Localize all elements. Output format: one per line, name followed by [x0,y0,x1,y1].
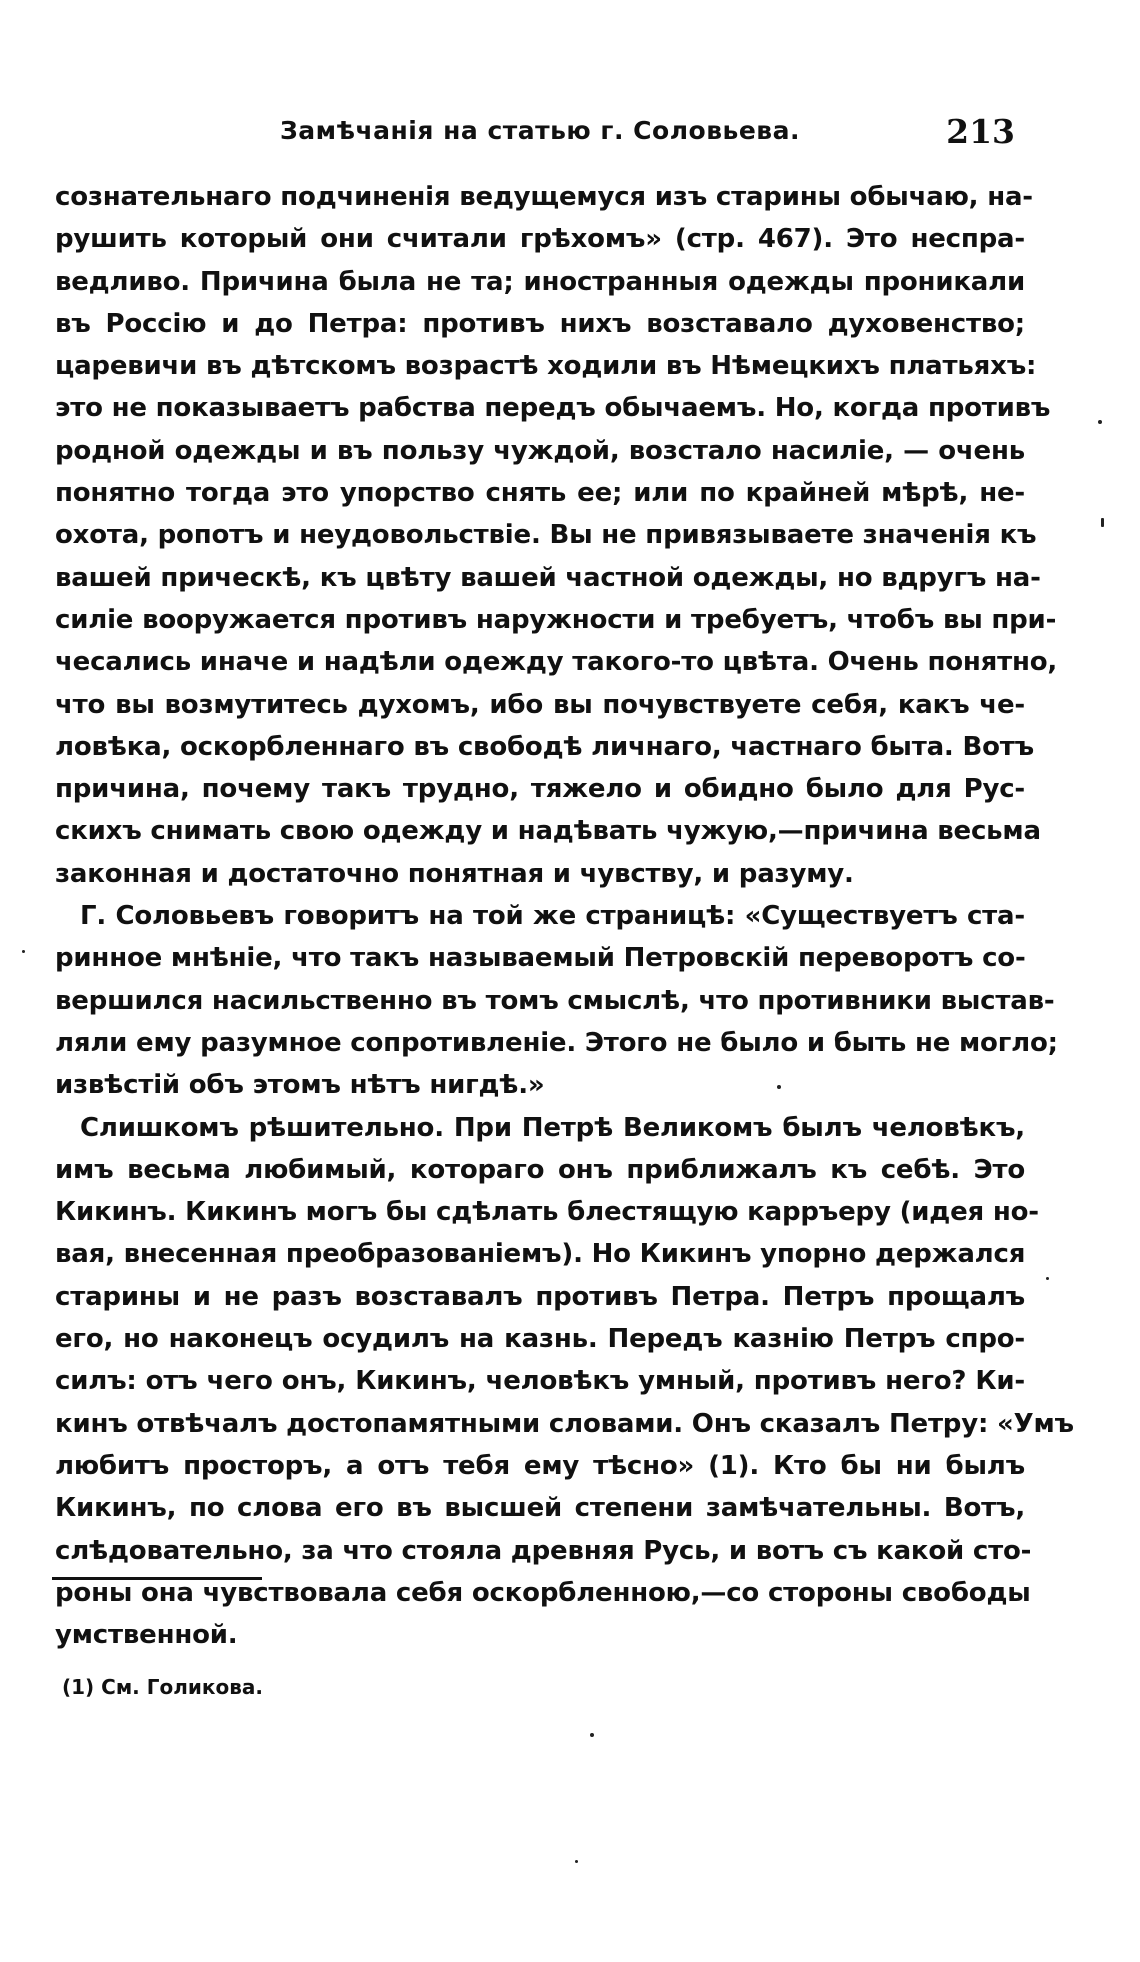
text-line: родной одежды и въ пользу чуждой, возстало насиліе, — очень [55,435,1025,466]
text-line: имъ весьма любимый, котораго онъ приближалъ къ себѣ. Это [55,1154,1025,1185]
text-line: ляли ему разумное сопротивленіе. Этого не было и быть не могло; [55,1027,1058,1058]
text-line: вая, внесенная преобразованіемъ). Но Кикинъ упорно держался [55,1239,1026,1270]
text-line: умственной. [55,1620,238,1651]
text-line: охота, ропотъ и неудовольствіе. Вы не привязываете значенія къ [55,520,1037,551]
text-line: что вы возмутитесь духомъ, ибо вы почувствуете себя, какъ че- [55,689,1025,720]
text-line: любитъ просторъ, а отъ тебя ему тѣсно» (1). Кто бы ни былъ [55,1450,1025,1481]
text-line: его, но наконецъ осудилъ на казнь. Передъ казнію Петръ спро- [55,1324,1025,1355]
text-line: вашей прическѣ, къ цвѣту вашей частной одежды, но вдругъ на- [55,562,1041,593]
text-line: слѣдовательно, за что стояла древняя Русь, и вотъ съ какой сто- [55,1535,1032,1566]
page-number: 213 [946,112,1015,151]
text-line: сознательнаго подчиненія ведущемуся изъ старины обычаю, на- [55,182,1033,212]
text-line: силъ: отъ чего онъ, Кикинъ, человѣкъ умный, противъ него? Ки- [55,1366,1025,1397]
text-line: кинъ отвѣчалъ достопамятными словами. Онъ сказалъ Петру: «Умъ [55,1408,1074,1439]
running-title: Замѣчанія на статью г. Соловьева. [280,116,800,145]
text-line: это не показываетъ рабства передъ обычаемъ. Но, когда противъ [55,393,1051,424]
paragraph-start-line: Слишкомъ рѣшительно. При Петрѣ Великомъ былъ человѣкъ, [80,1112,1025,1143]
text-line: старины и не разъ возставалъ противъ Петра. Петръ прощалъ [55,1281,1025,1312]
body-text [55,176,1074,1656]
text-line: въ Россію и до Петра: противъ нихъ возставало духовенство; [55,308,1025,339]
text-line: законная и достаточно понятная и чувству, и разуму. [55,858,854,889]
paragraph-start-line: Г. Соловьевъ говоритъ на той же страницѣ: «Существуетъ ста- [80,901,1025,932]
text-line: причина, почему такъ трудно, тяжело и обидно было для Рус- [55,774,1025,805]
text-line: Кикинъ, по слова его въ высшей степени замѣчательны. Вотъ, [55,1493,1025,1524]
text-line: царевичи въ дѣтскомъ возрастѣ ходили въ Нѣмецкихъ платьяхъ: [55,351,1037,382]
text-line: вершился насильственно въ томъ смыслѣ, что противники выстав- [55,985,1055,1016]
text-line: понятно тогда это упорство снять ее; или по крайней мѣрѣ, не- [55,478,1025,509]
text-line: скихъ снимать свою одежду и надѣвать чужую,—причина весьма [55,816,1041,847]
text-line: извѣстій объ этомъ нѣтъ нигдѣ.» [55,1070,545,1101]
footnote-rule [52,1577,262,1580]
ink-speck [22,950,25,953]
text-line: чесались иначе и надѣли одежду такого-то цвѣта. Очень понятно, [55,647,1058,678]
ink-speck [590,1733,594,1737]
text-line: силіе вооружается противъ наружности и требуетъ, чтобъ вы при- [55,604,1057,635]
text-line: Кикинъ. Кикинъ могъ бы сдѣлать блестящую карръеру (идея но- [55,1197,1039,1228]
ink-speck [1098,420,1102,424]
text-line: рушить который они считали грѣхомъ» (стр. 467). Это неспра- [55,224,1025,255]
text-line: ловѣка, оскорбленнаго въ свободѣ личнаго, частнаго быта. Вотъ [55,731,1034,762]
ink-speck [1101,518,1104,527]
footnote: (1) См. Голикова. [62,1675,263,1699]
ink-speck [777,1085,781,1089]
text-line: ринное мнѣніе, что такъ называемый Петровскій переворотъ со- [55,943,1026,974]
ink-speck [575,1860,578,1863]
text-line: ведливо. Причина была не та; иностранныя одежды проникали [55,266,1025,297]
running-head [80,112,1015,160]
text-line: роны она чувствовала себя оскорбленною,—со стороны свободы [55,1577,1031,1608]
ink-speck [1046,1277,1049,1280]
